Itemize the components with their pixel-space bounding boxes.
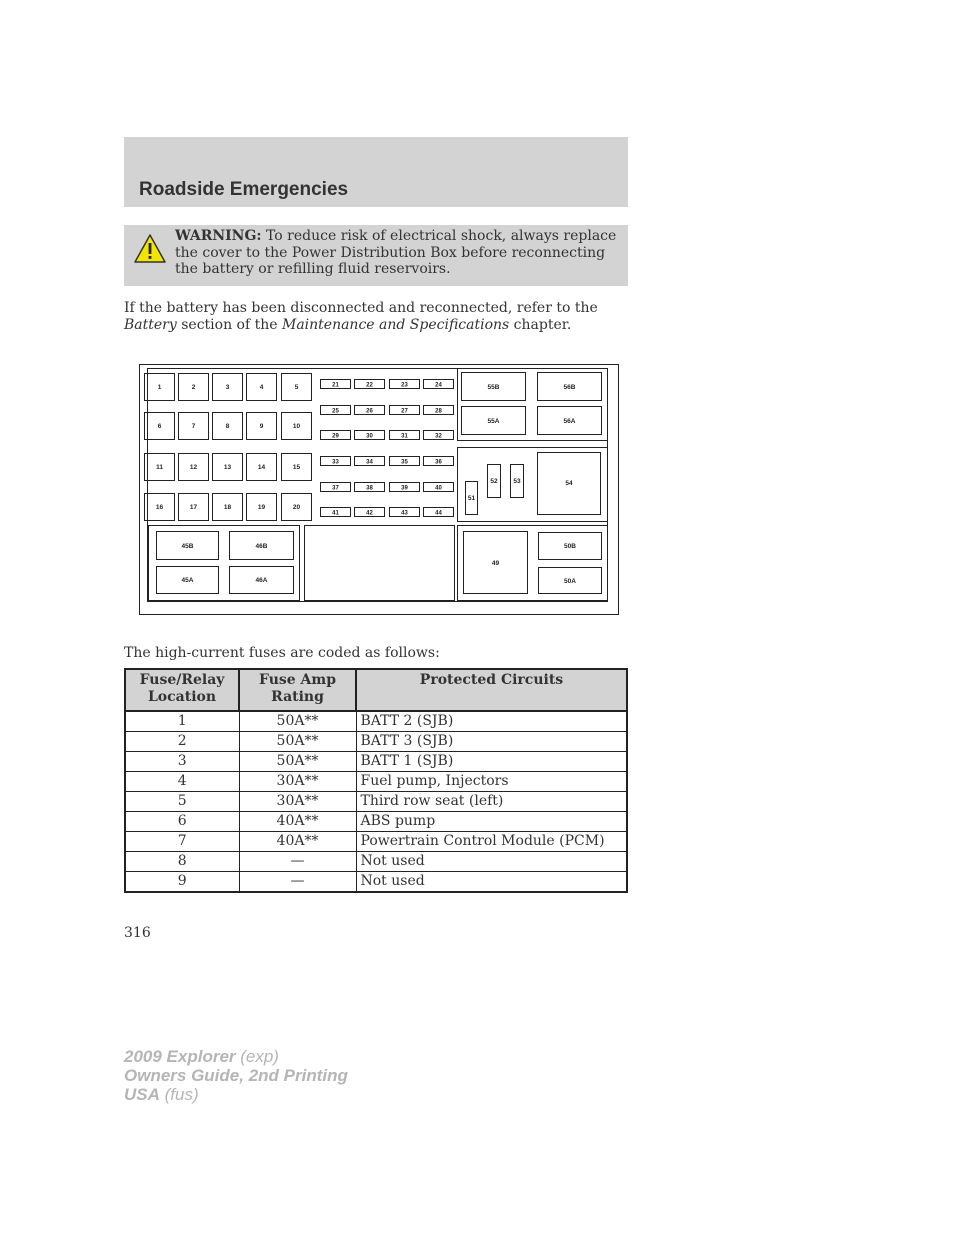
header-circuits: Protected Circuits bbox=[356, 669, 627, 711]
fuse-42-label: 42 bbox=[366, 510, 373, 517]
footer-model: 2009 Explorer bbox=[124, 1047, 236, 1066]
warning-box bbox=[124, 225, 628, 286]
header-rating: Fuse Amp Rating bbox=[239, 669, 356, 711]
row-rating: 40A** bbox=[239, 832, 356, 852]
fuse-group-51-54 bbox=[458, 448, 608, 522]
fuse-group-49-50 bbox=[458, 526, 608, 601]
fuse-34-label: 34 bbox=[366, 459, 373, 466]
fuse-50b-label: 50B bbox=[564, 543, 576, 550]
row-rating: 50A** bbox=[239, 711, 356, 732]
table-intro: The high-current fuses are coded as follows: bbox=[124, 645, 440, 661]
row-location: 9 bbox=[125, 872, 239, 893]
row-location: 1 bbox=[125, 711, 239, 732]
fuse-7-label: 7 bbox=[191, 423, 196, 430]
maintenance-chapter-ref: Maintenance and Specifications bbox=[281, 317, 510, 333]
fuse-6-label: 6 bbox=[157, 423, 162, 430]
power-distribution-box-diagram bbox=[139, 364, 619, 615]
section-header-band bbox=[124, 137, 628, 207]
fuse-14-label: 14 bbox=[257, 464, 266, 471]
row-location: 4 bbox=[125, 772, 239, 792]
row-circuit: Not used bbox=[356, 872, 627, 893]
fuse-26-label: 26 bbox=[366, 408, 373, 415]
fuse-27-label: 27 bbox=[401, 408, 408, 415]
row-rating: 50A** bbox=[239, 752, 356, 772]
intro-paragraph bbox=[124, 300, 628, 334]
footer-market-code: (fus) bbox=[159, 1085, 199, 1104]
header-location: Fuse/Relay Location bbox=[125, 669, 239, 711]
fuse-5-label: 5 bbox=[294, 384, 299, 391]
fuse-55b-label: 55B bbox=[487, 384, 500, 391]
table-header-row bbox=[125, 669, 627, 711]
warning-text: To reduce risk of electrical shock, always replace the cover to the Power Distribution Box before reconnecting the battery or refilling fluid reservoirs. bbox=[175, 228, 617, 277]
row-rating: 30A** bbox=[239, 792, 356, 812]
fuse-17-label: 17 bbox=[189, 504, 198, 511]
intro-text-2: section of the bbox=[176, 317, 282, 333]
empty-bay bbox=[305, 526, 455, 601]
section-title: Roadside Emergencies bbox=[139, 179, 349, 200]
fuse-2-label: 2 bbox=[191, 384, 196, 391]
row-location: 5 bbox=[125, 792, 239, 812]
table-row bbox=[125, 711, 627, 732]
row-rating: 50A** bbox=[239, 732, 356, 752]
diagram-outer-frame bbox=[140, 365, 619, 615]
row-circuit: ABS pump bbox=[356, 812, 627, 832]
battery-section-ref: Battery bbox=[124, 317, 177, 333]
row-location: 2 bbox=[125, 732, 239, 752]
fuse-30-label: 30 bbox=[366, 433, 373, 440]
fuse-49-label: 49 bbox=[491, 560, 500, 567]
fuse-16-label: 16 bbox=[155, 504, 164, 511]
fuse-51-label: 51 bbox=[467, 495, 476, 502]
fuse-55a-label: 55A bbox=[487, 418, 500, 425]
table-row bbox=[125, 732, 627, 752]
fuse-56a-label: 56A bbox=[563, 418, 576, 425]
fuse-45b-label: 45B bbox=[181, 543, 194, 550]
footer-line-1 bbox=[124, 1047, 348, 1066]
fuse-1-label: 1 bbox=[157, 384, 162, 391]
row-rating: 40A** bbox=[239, 812, 356, 832]
fuse-41-label: 41 bbox=[332, 510, 339, 517]
row-rating: 30A** bbox=[239, 772, 356, 792]
table-row bbox=[125, 792, 627, 812]
fuse-13-label: 13 bbox=[223, 464, 232, 471]
fuse-23-label: 23 bbox=[401, 382, 408, 389]
fuse-10-label: 10 bbox=[292, 423, 301, 430]
fuse-24-label: 24 bbox=[435, 382, 442, 389]
table-row bbox=[125, 812, 627, 832]
fuse-19-label: 19 bbox=[257, 504, 266, 511]
fuse-3-label: 3 bbox=[225, 384, 230, 391]
fuse-12-label: 12 bbox=[189, 464, 198, 471]
footer-market: USA bbox=[124, 1085, 160, 1104]
row-circuit: Powertrain Control Module (PCM) bbox=[356, 832, 627, 852]
row-circuit: BATT 3 (SJB) bbox=[356, 732, 627, 752]
document-footer bbox=[124, 1047, 348, 1104]
row-rating: — bbox=[239, 852, 356, 872]
fuse-52-label: 52 bbox=[490, 478, 498, 485]
table-row bbox=[125, 772, 627, 792]
footer-line-3 bbox=[124, 1085, 348, 1104]
fuse-46a-label: 46A bbox=[255, 577, 268, 584]
fuse-20-label: 20 bbox=[292, 504, 301, 511]
table-row bbox=[125, 872, 627, 893]
fuse-8-label: 8 bbox=[225, 423, 230, 430]
fuse-37-label: 37 bbox=[332, 485, 339, 492]
fuse-25-label: 25 bbox=[332, 408, 339, 415]
fuse-38-label: 38 bbox=[366, 485, 373, 492]
row-circuit: BATT 1 (SJB) bbox=[356, 752, 627, 772]
row-circuit: BATT 2 (SJB) bbox=[356, 711, 627, 732]
fuse-45a-label: 45A bbox=[181, 577, 194, 584]
fuse-9-label: 9 bbox=[259, 423, 264, 430]
fuse-53-label: 53 bbox=[513, 478, 521, 485]
row-location: 6 bbox=[125, 812, 239, 832]
table-row bbox=[125, 752, 627, 772]
fuse-43-label: 43 bbox=[401, 510, 408, 517]
row-circuit: Third row seat (left) bbox=[356, 792, 627, 812]
fuse-33-label: 33 bbox=[332, 459, 339, 466]
fuse-group-55-56 bbox=[458, 369, 608, 441]
fuse-18-label: 18 bbox=[223, 504, 232, 511]
fuse-54-label: 54 bbox=[565, 480, 573, 487]
fuse-39-label: 39 bbox=[401, 485, 408, 492]
warning-triangle-icon bbox=[133, 232, 167, 266]
fuse-36-label: 36 bbox=[435, 459, 442, 466]
row-location: 8 bbox=[125, 852, 239, 872]
fuse-15-label: 15 bbox=[292, 464, 301, 471]
high-current-fuse-table bbox=[124, 668, 628, 893]
footer-printing: Owners Guide, 2nd Printing bbox=[124, 1066, 348, 1085]
warning-label: WARNING: bbox=[175, 228, 262, 244]
fuse-22-label: 22 bbox=[366, 382, 373, 389]
fuse-44-label: 44 bbox=[435, 510, 442, 517]
fuse-21-label: 21 bbox=[332, 382, 339, 389]
page-number: 316 bbox=[124, 925, 151, 941]
fuse-31-label: 31 bbox=[401, 433, 408, 440]
fuse-29-label: 29 bbox=[332, 433, 339, 440]
row-location: 3 bbox=[125, 752, 239, 772]
footer-model-code: (exp) bbox=[235, 1047, 279, 1066]
intro-text-1: If the battery has been disconnected and reconnected, refer to the bbox=[124, 300, 598, 316]
table-row bbox=[125, 852, 627, 872]
fuse-40-label: 40 bbox=[435, 485, 442, 492]
table-row bbox=[125, 832, 627, 852]
fuse-35-label: 35 bbox=[401, 459, 408, 466]
fuse-group-45-46 bbox=[149, 526, 300, 601]
row-rating: — bbox=[239, 872, 356, 893]
row-location: 7 bbox=[125, 832, 239, 852]
intro-text-3: chapter. bbox=[509, 317, 572, 333]
fuse-28-label: 28 bbox=[435, 408, 442, 415]
fuse-56b-label: 56B bbox=[563, 384, 576, 391]
fuse-50a-label: 50A bbox=[564, 578, 576, 585]
fuse-46b-label: 46B bbox=[255, 543, 268, 550]
fuse-32-label: 32 bbox=[435, 433, 442, 440]
row-circuit: Fuel pump, Injectors bbox=[356, 772, 627, 792]
row-circuit: Not used bbox=[356, 852, 627, 872]
fuse-4-label: 4 bbox=[259, 384, 264, 391]
fuse-11-label: 11 bbox=[156, 464, 163, 471]
footer-line-2 bbox=[124, 1066, 348, 1085]
